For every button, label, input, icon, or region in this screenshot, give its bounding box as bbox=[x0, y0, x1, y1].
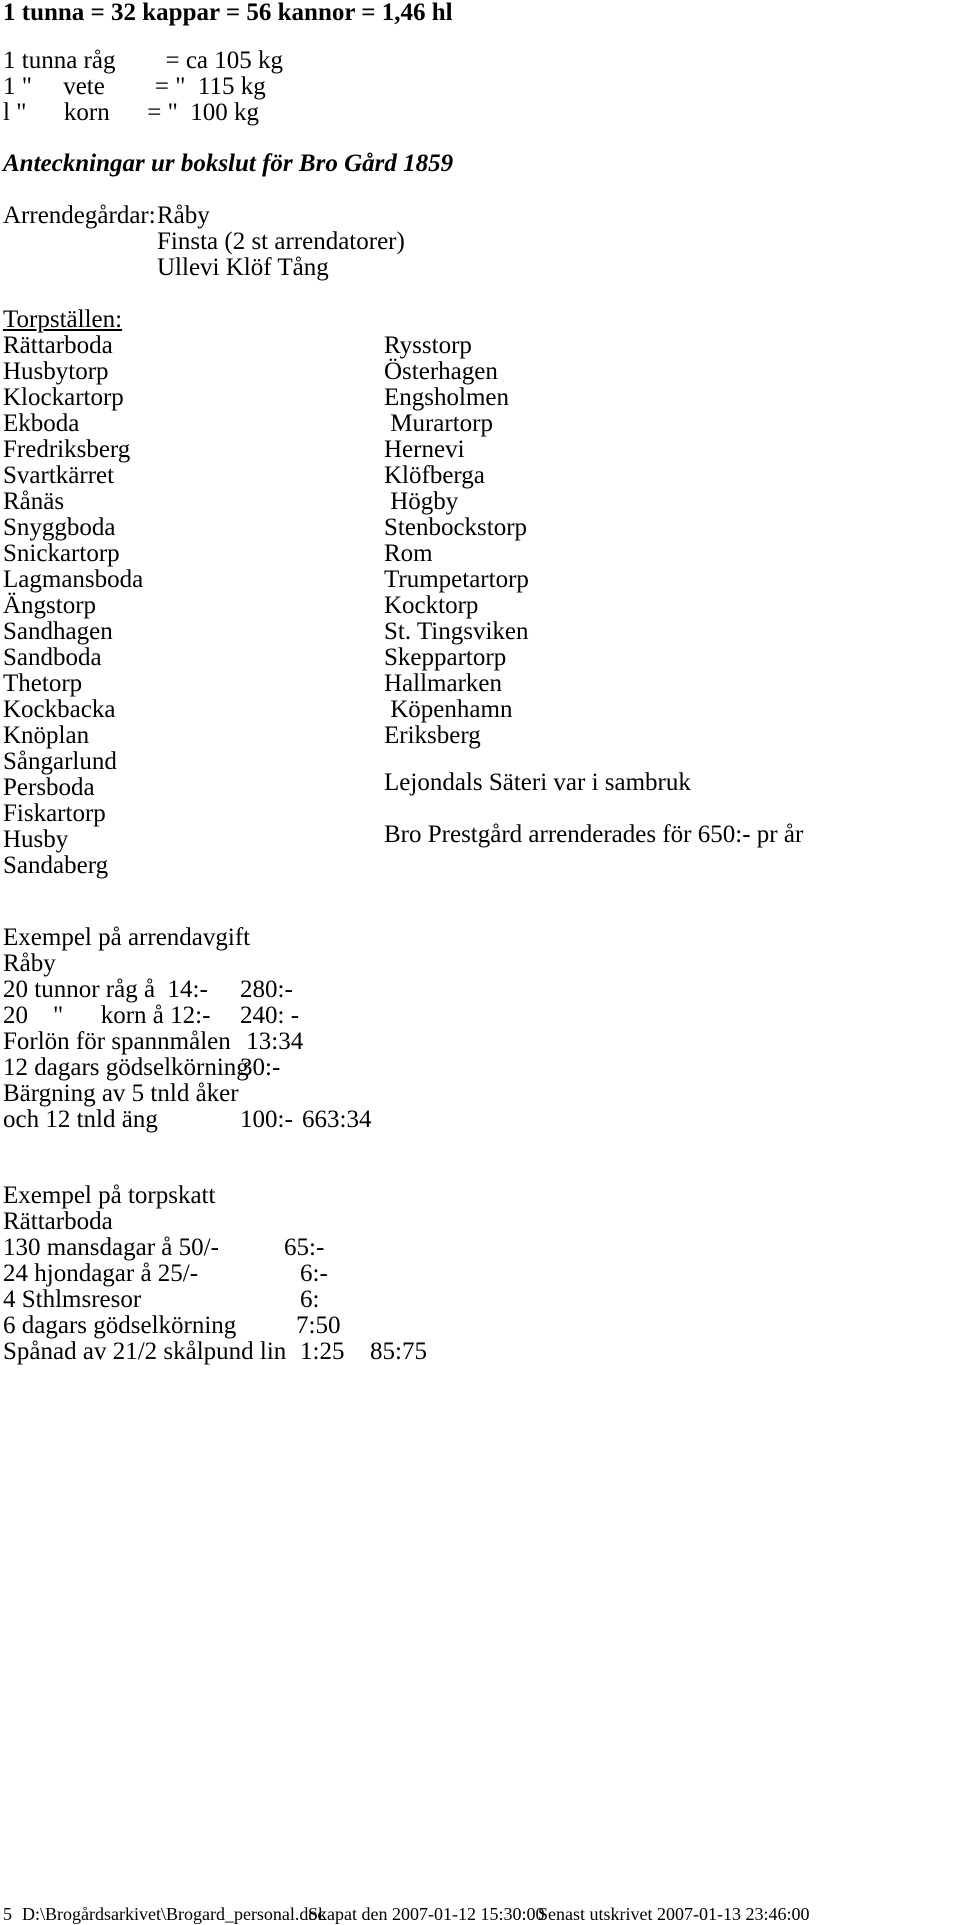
torpskatt-row-amount: 6:- bbox=[300, 1260, 328, 1287]
torpskatt-subheading: Rättarboda bbox=[3, 1208, 113, 1235]
torp-item: Skeppartorp bbox=[384, 644, 507, 671]
torp-item: Rånäs bbox=[3, 488, 65, 515]
weight-line: l " korn = " 100 kg bbox=[3, 99, 260, 126]
conversion-heading: 1 tunna = 32 kappar = 56 kannor = 1,46 hl bbox=[3, 0, 453, 26]
torpskatt-row-text: Spånad av 21/2 skålpund lin bbox=[3, 1338, 287, 1365]
torp-item: Sandboda bbox=[3, 644, 102, 671]
torp-item: Stenbockstorp bbox=[384, 514, 528, 541]
torp-item: Eriksberg bbox=[384, 722, 481, 749]
footer-created: Skapat den 2007-01-12 15:30:00 bbox=[308, 1904, 545, 1924]
torp-item: Rysstorp bbox=[384, 332, 472, 359]
torp-item: Sångarlund bbox=[3, 748, 117, 775]
torp-item: Klockartorp bbox=[3, 384, 124, 411]
weight-line: 1 tunna råg = ca 105 kg bbox=[3, 47, 284, 74]
torp-item: Snyggboda bbox=[3, 514, 116, 541]
torp-item: Sandaberg bbox=[3, 852, 109, 879]
arrendavgift-row-amount: 100:- bbox=[240, 1106, 293, 1133]
footer-printed: Senast utskrivet 2007-01-13 23:46:00 bbox=[538, 1904, 810, 1924]
arrendavgift-row-text: och 12 tnld äng bbox=[3, 1106, 158, 1133]
arrendavgift-row-text: Forlön för spannmålen bbox=[3, 1028, 231, 1055]
footer-path: D:\Brogårdsarkivet\Brogard_personal.doc bbox=[22, 1904, 326, 1924]
torp-item: Fiskartorp bbox=[3, 800, 106, 827]
arrendavgift-heading: Exempel på arrendavgift bbox=[3, 924, 251, 951]
torp-item: Murartorp bbox=[384, 410, 493, 437]
torpskatt-row-text: 4 Sthlmsresor bbox=[3, 1286, 142, 1313]
torpskatt-row-amount: 6: bbox=[300, 1286, 320, 1313]
torp-item: Thetorp bbox=[3, 670, 83, 697]
arrendavgift-row-text: 12 dagars gödselkörning bbox=[3, 1054, 249, 1081]
torp-item: Sandhagen bbox=[3, 618, 113, 645]
torp-item: Rom bbox=[384, 540, 433, 567]
arrendegard-item: Ullevi Klöf Tång bbox=[157, 254, 329, 281]
note-bro-prestgard: Bro Prestgård arrenderades för 650:- pr år bbox=[384, 821, 804, 848]
arrendavgift-row-amount: 280:- bbox=[240, 976, 293, 1003]
torpskatt-heading: Exempel på torpskatt bbox=[3, 1182, 216, 1209]
torp-item: Trumpetartorp bbox=[384, 566, 529, 593]
torp-item: Knöplan bbox=[3, 722, 90, 749]
torp-item: Klöfberga bbox=[384, 462, 485, 489]
arrendavgift-row-amount: 13:34 bbox=[240, 1028, 304, 1055]
document-title: Anteckningar ur bokslut för Bro Gård 1859 bbox=[3, 150, 454, 177]
torp-item: Husbytorp bbox=[3, 358, 109, 385]
torpskatt-row-text: 130 mansdagar å 50/- bbox=[3, 1234, 219, 1261]
note-lejondal: Lejondals Säteri var i sambruk bbox=[384, 769, 691, 796]
torp-item: Kockbacka bbox=[3, 696, 116, 723]
footer-page-number: 5 bbox=[3, 1904, 12, 1924]
torp-item: Ekboda bbox=[3, 410, 80, 437]
arrendavgift-row-text: Bärgning av 5 tnld åker bbox=[3, 1080, 239, 1107]
torp-item: Hallmarken bbox=[384, 670, 503, 697]
arrendavgift-row-amount: 30:- bbox=[240, 1054, 281, 1081]
arrendavgift-row-text: 20 " korn å 12:- bbox=[3, 1002, 211, 1029]
torpskatt-row-amount: 7:50 bbox=[296, 1312, 341, 1339]
torp-item: Husby bbox=[3, 826, 69, 853]
torp-item: Ängstorp bbox=[3, 592, 97, 619]
arrendavgift-row-amount: 240: - bbox=[240, 1002, 300, 1029]
torp-item: Fredriksberg bbox=[3, 436, 131, 463]
torp-item: Köpenhamn bbox=[384, 696, 513, 723]
torp-item: Kocktorp bbox=[384, 592, 479, 619]
torpskatt-row-text: 6 dagars gödselkörning bbox=[3, 1312, 237, 1339]
torpskatt-row-amount: 1:25 bbox=[300, 1338, 345, 1365]
arrendegard-item: Råby bbox=[157, 202, 210, 229]
torpskatt-row-total: 85:75 bbox=[370, 1338, 427, 1365]
arrendegard-item: Finsta (2 st arrendatorer) bbox=[157, 228, 405, 255]
arrendegardar-label: Arrendegårdar: bbox=[3, 202, 156, 229]
torp-item: Rättarboda bbox=[3, 332, 113, 359]
torp-item: Lagmansboda bbox=[3, 566, 144, 593]
arrendavgift-row-total: 663:34 bbox=[302, 1106, 372, 1133]
arrendavgift-subheading: Råby bbox=[3, 950, 56, 977]
torp-item: Snickartorp bbox=[3, 540, 120, 567]
torpskatt-row-amount: 65:- bbox=[284, 1234, 325, 1261]
torp-item: Högby bbox=[384, 488, 459, 515]
arrendavgift-row-text: 20 tunnor råg å 14:- bbox=[3, 976, 208, 1003]
torp-item: Svartkärret bbox=[3, 462, 115, 489]
torp-item: Engsholmen bbox=[384, 384, 509, 411]
weight-line: 1 " vete = " 115 kg bbox=[3, 73, 266, 100]
torp-item: Persboda bbox=[3, 774, 95, 801]
torpstallen-label: Torpställen: bbox=[3, 306, 123, 333]
torpskatt-row-text: 24 hjondagar å 25/- bbox=[3, 1260, 199, 1287]
torp-item: Hernevi bbox=[384, 436, 465, 463]
torp-item: St. Tingsviken bbox=[384, 618, 529, 645]
torp-item: Österhagen bbox=[384, 358, 498, 385]
